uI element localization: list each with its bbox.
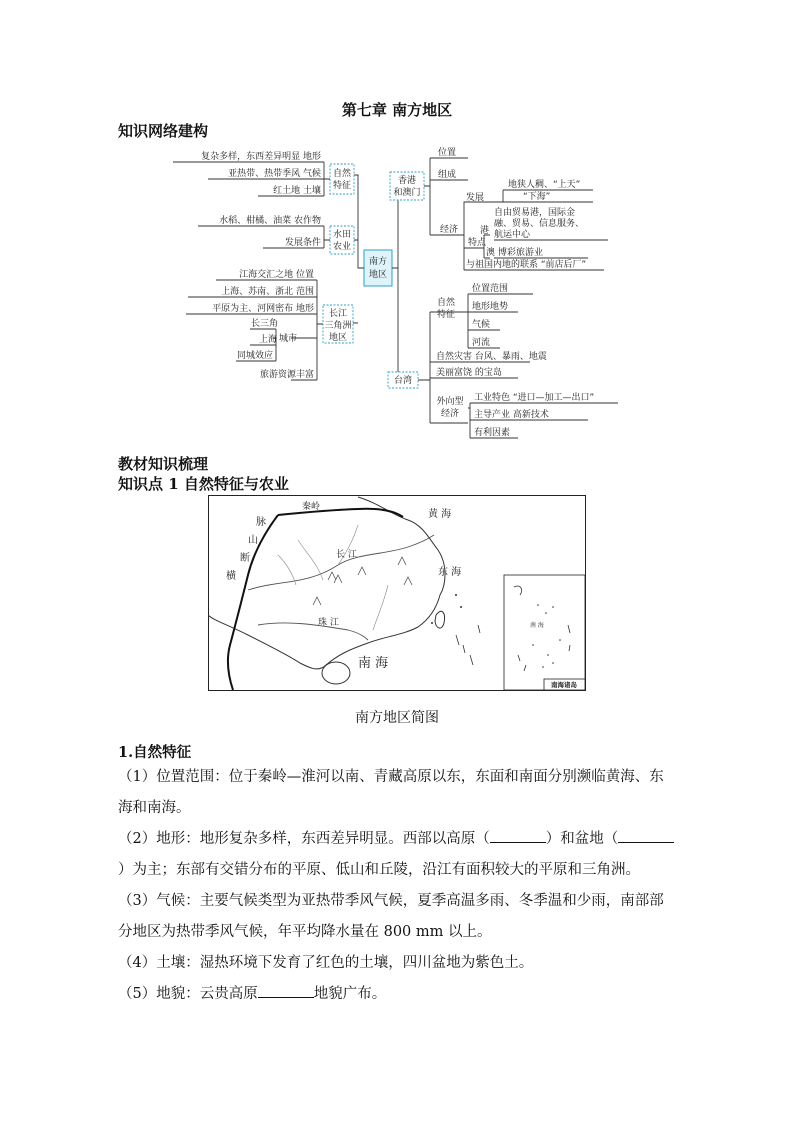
sorting-heading: 教材知识梳理 (118, 455, 209, 473)
tw-natural-label2: 特征 (436, 310, 456, 320)
natural-item-climate: 亚热带、热带季风 气候 (228, 169, 321, 179)
hk-feature-line2: 融、贸易、信息服务、 (494, 219, 585, 229)
tw-disaster: 自然灾害 台风、暴雨、地震 (436, 352, 547, 362)
tw-natural-item1: 位置范围 (472, 284, 509, 294)
section-natural-heading: 1.自然特征 (118, 744, 192, 761)
hk-box-line1: 香港 (397, 176, 417, 186)
natural-box-line1: 自然 (332, 169, 352, 179)
label-nanhai: 南 海 (358, 656, 389, 671)
para-location: （1）位置范围：位于秦岭—淮河以南、青藏高原以东，东面和南面分别濒临黄海、东海和南海。 (118, 769, 664, 816)
network-heading: 知识网络建构 (118, 122, 209, 140)
tw-natural-item4: 河流 (472, 338, 491, 348)
paddy-box-line1: 水田 (332, 230, 352, 240)
blank-basin[interactable] (618, 828, 674, 843)
blank-plateau[interactable] (490, 828, 546, 843)
hk-feature-line1: 自由贸易港，国际金 (494, 208, 576, 218)
label-donghai: 东 海 (438, 567, 462, 578)
hk-develop-label: 发展 (466, 193, 485, 203)
paddy-item-conditions: 发展条件 (284, 238, 321, 248)
landform-text-a: （5）地貌：云贵高原 (118, 986, 258, 1002)
knowledge-mind-map (168, 140, 628, 440)
southern-region-map (208, 495, 586, 691)
map-caption: 南方地区简图 (355, 710, 439, 726)
label-heng: 横 (226, 571, 236, 582)
natural-box-line2: 特征 (332, 181, 352, 191)
chapter-title: 第七章 南方地区 (341, 101, 453, 119)
terrain-text-a: （2）地形：地形复杂多样，东西差异明显。西部以高原（ (118, 831, 490, 847)
hk-feature-line3: 航运中心 (494, 230, 531, 240)
tw-export-item1: 工业特色 “进口—加工—出口” (474, 393, 595, 403)
inset-sea-label: 南 海 (530, 622, 544, 629)
center-node-box (364, 250, 392, 286)
inset-caption: 南海诸岛 (551, 681, 577, 689)
hk-item-composition: 组成 (438, 170, 457, 180)
tw-export-item2: 主导产业 高新技术 (474, 410, 549, 420)
city-item-shanghai: 上海 (259, 335, 278, 345)
center-node-line1: 南方 (368, 257, 388, 267)
paddy-item-crops: 水稻、柑橘、油菜 农作物 (219, 216, 321, 226)
para-climate: （3）气候：主要气候类型为亚热带季风气候，夏季高温多雨、冬季温和少雨，南部部分地区为热带季风气候，年平均降水量在 800 mm 以上。 (118, 893, 664, 940)
tw-export-label1: 外向型 (436, 397, 464, 407)
blank-landform[interactable] (258, 983, 314, 998)
tw-natural-item2: 地形地势 (472, 302, 509, 312)
mo-char: 澳 (486, 248, 496, 258)
yangtze-item-tourism: 旅游资源丰富 (259, 370, 314, 380)
hk-box-line2: 和澳门 (393, 188, 421, 198)
terrain-text-b: ）和盆地（ (545, 831, 619, 847)
natural-item-terrain: 复杂多样，东西差异明显 地形 (201, 152, 321, 162)
hk-feature-label: 特点 (468, 238, 487, 248)
tw-natural-label1: 自然 (436, 298, 456, 308)
tw-export-item3: 有利因素 (474, 428, 511, 438)
label-qinling: 秦岭 (302, 502, 321, 512)
kp1-heading: 知识点 1 自然特征与农业 (118, 475, 289, 493)
hk-develop-item2: “下海” (523, 192, 551, 202)
label-mai: 脉 (256, 517, 266, 528)
tw-export-label2: 经济 (440, 409, 460, 419)
hk-develop-item1: 地狭人稠、“上天” (508, 180, 581, 190)
natural-item-soil: 红土地 土壤 (273, 186, 321, 196)
label-shan: 山 (248, 535, 258, 546)
center-node-line2: 地区 (368, 270, 388, 280)
yangtze-item-location: 江海交汇之地 位置 (239, 270, 314, 280)
hk-economy-label: 经济 (440, 225, 459, 235)
yangtze-item-range: 上海、苏南、浙北 范围 (221, 287, 314, 297)
city-item-yrd: 长三角 (251, 319, 279, 329)
para-terrain (118, 824, 678, 886)
terrain-text-c: ）为主；东部有交错分布的平原、低山和丘陵，沿江有面积较大的平原和三角洲。 (118, 862, 640, 878)
label-duan: 断 (240, 553, 250, 564)
hk-link: 与祖国内地的联系 “前店后厂” (466, 260, 587, 270)
paddy-box-line2: 农业 (332, 242, 352, 252)
south-sea-inset (504, 575, 585, 690)
hk-char: 港 (480, 226, 490, 236)
label-changjiang: 长 江 (336, 550, 357, 560)
label-zhujiang: 珠 江 (318, 618, 339, 628)
yangtze-box-line2: 三角洲 (324, 321, 352, 331)
para-landform (118, 979, 678, 1010)
yangtze-box-line3: 地区 (328, 333, 348, 343)
para-soil: （4）土壤：湿热环境下发育了红色的土壤，四川盆地为紫色土。 (118, 955, 534, 971)
landform-text-b: 地貌广布。 (313, 986, 387, 1002)
tw-treasure: 美丽富饶 的宝岛 (436, 368, 502, 378)
yangtze-item-terrain: 平原为主、河网密布 地形 (212, 304, 314, 314)
yangtze-box-line1: 长江 (328, 309, 348, 319)
city-item-sametown: 同城效应 (237, 351, 274, 361)
label-huanghai: 黄 海 (428, 509, 452, 520)
mo-feature: 博彩旅游业 (498, 248, 544, 258)
taiwan-box-label: 台湾 (393, 376, 413, 386)
hk-item-location: 位置 (438, 148, 457, 158)
tw-natural-item3: 气候 (472, 320, 491, 330)
yangtze-city-label: 城市 (278, 334, 298, 344)
